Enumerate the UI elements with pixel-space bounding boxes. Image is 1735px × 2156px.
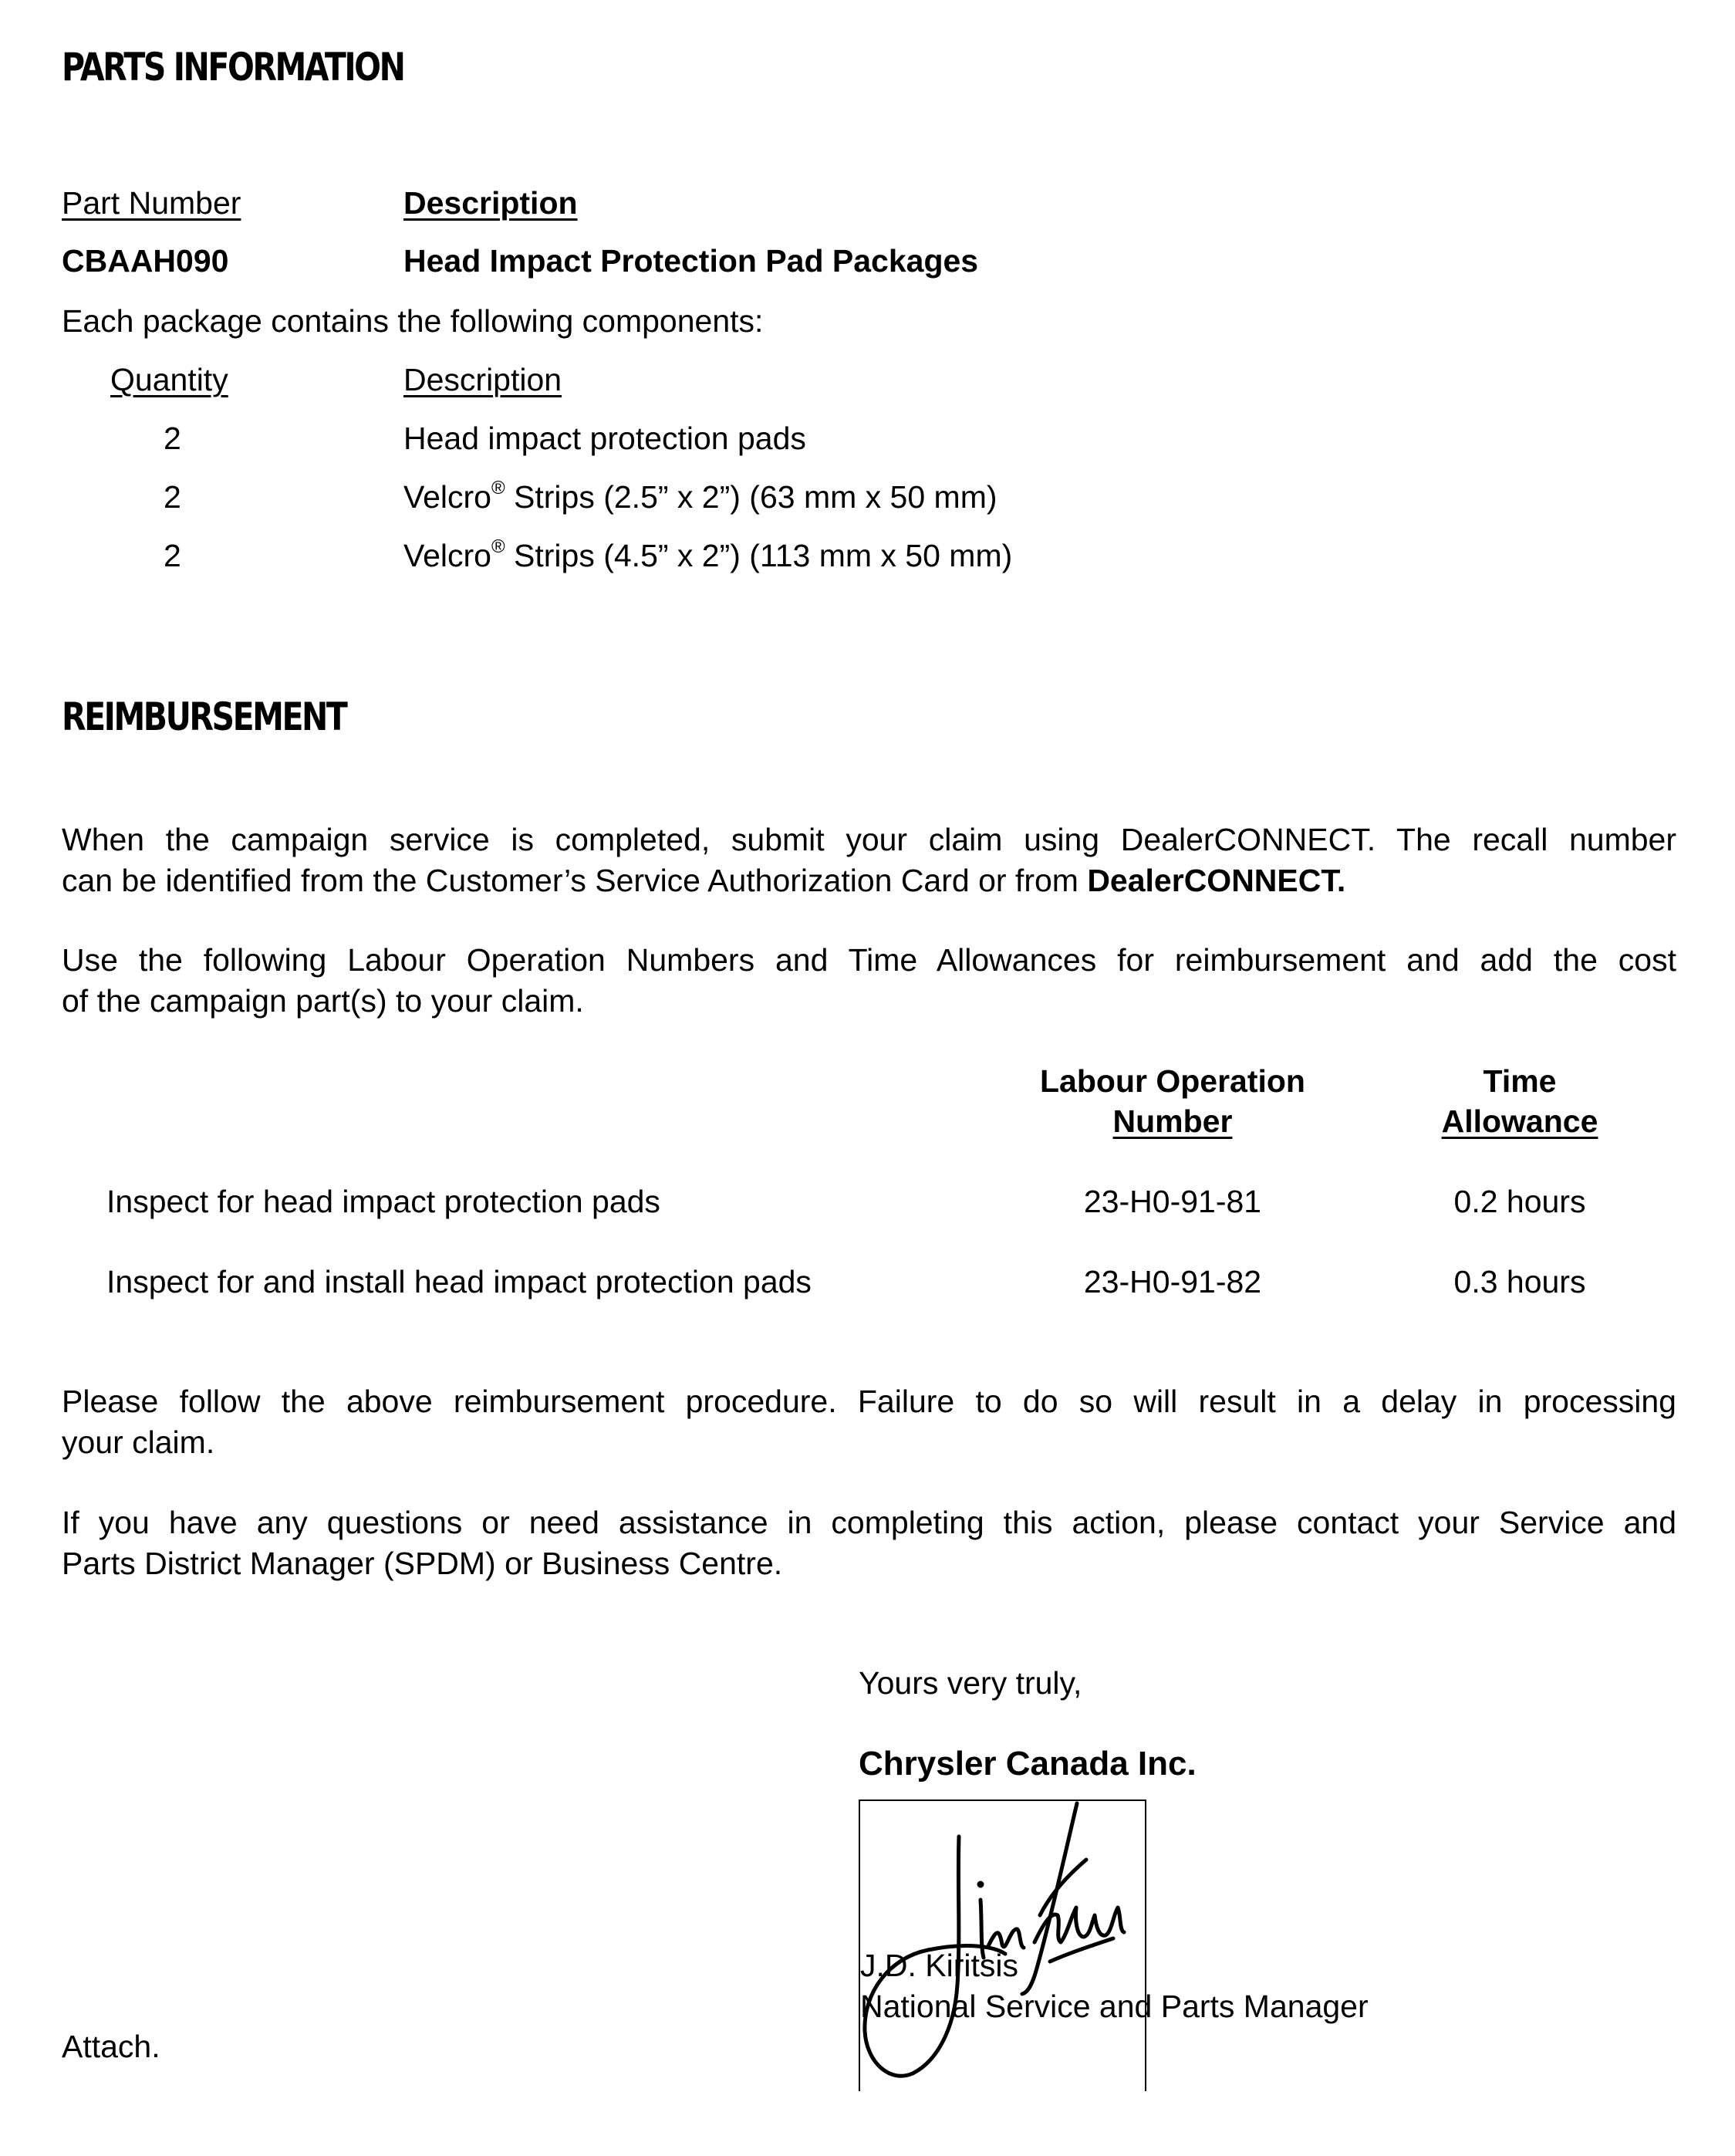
time-allowance: 0.2 hours [1453, 1184, 1586, 1219]
component-quantity: 2 [164, 421, 181, 456]
component-description [403, 478, 997, 515]
parts-information-heading: PARTS INFORMATION [62, 45, 404, 90]
time-header: Time [1483, 1063, 1557, 1099]
labour-number: 23-H0-91-81 [1083, 1184, 1262, 1219]
brand-name: Velcro [403, 479, 491, 515]
time-allowance: 0.3 hours [1453, 1264, 1586, 1299]
reimbursement-paragraph-2: Use the following Labour Operation Numbers and Time Allowances for reimbursement and add the cost [62, 942, 1676, 978]
attach-note: Attach. [62, 2029, 160, 2064]
company-name: Chrysler Canada Inc. [859, 1745, 1197, 1783]
package-note: Each package contains the following components: [62, 303, 764, 339]
component-description [403, 536, 1013, 573]
labour-number-header: Number [1112, 1103, 1233, 1139]
reimbursement-paragraph-1-line-2 [62, 865, 1345, 897]
table-row-description: Inspect for and install head impact protection pads [106, 1264, 812, 1299]
component-size: Strips (2.5” x 2”) (63 mm x 50 mm) [505, 479, 997, 515]
registered-mark: ® [491, 478, 505, 498]
salutation: Yours very truly, [859, 1665, 1082, 1701]
allowance-header: Allowance [1441, 1103, 1598, 1139]
brand-name: Velcro [403, 538, 491, 573]
part-description: Head Impact Protection Pad Packages [403, 243, 979, 279]
paragraph-text: can be identified from the Customer’s Service Authorization Card or from [62, 863, 1088, 898]
description-header: Description [403, 185, 578, 221]
part-number-header: Part Number [62, 185, 241, 221]
reimbursement-paragraph-2-line-2: of the campaign part(s) to your claim. [62, 983, 584, 1019]
labour-number: 23-H0-91-82 [1083, 1264, 1262, 1299]
reimbursement-paragraph-1: When the campaign service is completed, submit your claim using DealerCONNECT. The recall number [62, 822, 1676, 857]
component-quantity: 2 [164, 479, 181, 515]
signer-title: National Service and Parts Manager [860, 1989, 1369, 2024]
reimbursement-paragraph-4-line-2: Parts District Manager (SPDM) or Business Centre. [62, 1546, 783, 1581]
component-description-header: Description [403, 362, 562, 397]
component-quantity: 2 [164, 538, 181, 573]
component-size: Strips (4.5” x 2”) (113 mm x 50 mm) [505, 538, 1013, 573]
signer-name: J.D. Kiritsis [860, 1948, 1018, 1983]
reimbursement-paragraph-3-line-2: your claim. [62, 1424, 215, 1460]
table-row-description: Inspect for head impact protection pads [106, 1184, 660, 1219]
part-number: CBAAH090 [62, 243, 229, 279]
component-description: Head impact protection pads [403, 421, 806, 456]
signature [859, 1799, 1152, 2093]
quantity-header: Quantity [110, 362, 228, 397]
dealerconnect-emphasis: DealerCONNECT. [1087, 863, 1346, 898]
labour-operation-header: Labour Operation [1040, 1063, 1305, 1099]
reimbursement-paragraph-4: If you have any questions or need assistance in completing this action, please contact your Service and [62, 1505, 1676, 1540]
reimbursement-paragraph-3: Please follow the above reimbursement procedure. Failure to do so will result in a delay in processing [62, 1384, 1676, 1419]
reimbursement-heading: REIMBURSEMENT [62, 694, 346, 739]
registered-mark: ® [491, 536, 505, 557]
